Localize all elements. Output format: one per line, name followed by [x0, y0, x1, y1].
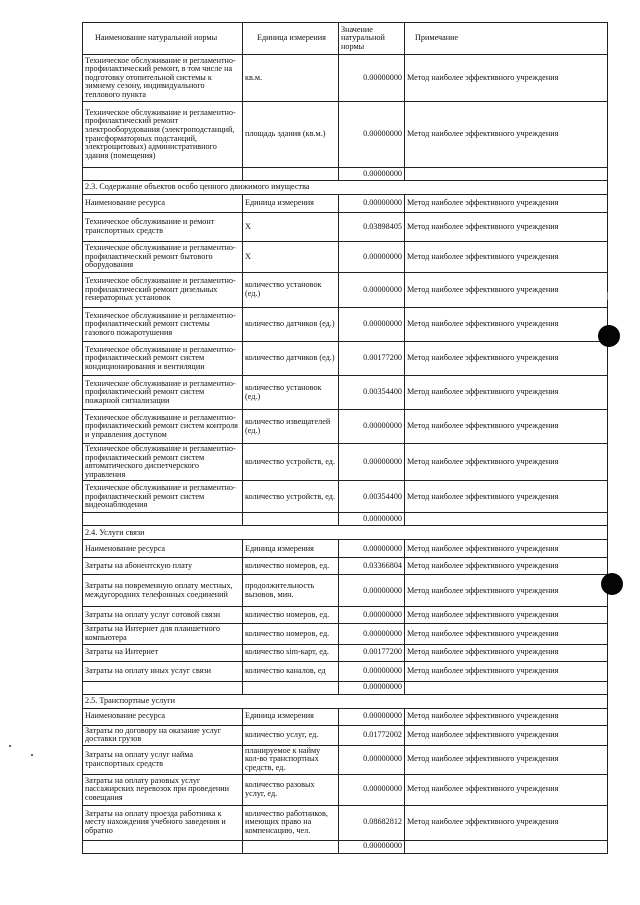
header-note: Примечание: [405, 23, 608, 55]
head-unit: Единица измерения: [243, 708, 339, 725]
row-value: 0.00000000: [339, 661, 405, 681]
table-row: [83, 558, 608, 575]
row-unit: количество установок (ед.): [243, 273, 339, 308]
row-name: Затраты на оплату проезда работника к месту нахождения учебного заведения и обратно: [83, 805, 243, 840]
scan-speck: [9, 745, 11, 747]
table-row: [83, 745, 608, 774]
section-title-row: [83, 181, 608, 195]
table-row: [83, 661, 608, 681]
row-unit: количество извещателей (ед.): [243, 410, 339, 444]
row-unit: количество каналов, ед: [243, 661, 339, 681]
table-row: [83, 410, 608, 444]
row-unit: количество устройств, ед.: [243, 444, 339, 481]
row-unit: планируемое к найму кол-во транспортных средств, ед.: [243, 745, 339, 774]
row-value: 0.00177200: [339, 342, 405, 376]
table-row: [83, 481, 608, 513]
row-unit: количество датчиков (ед.): [243, 308, 339, 342]
total-blank: [243, 840, 339, 853]
row-name: Техническое обслуживание и регламентно-профилактический ремонт систем пожарной сигнализации: [83, 376, 243, 410]
row-name: Техническое обслуживание и регламентно-профилактический ремонт электрооборудования (электроподстанций, трансформаторных подстанций, электрощитовых) административного здания (помещения): [83, 102, 243, 168]
row-note: Метод наиболее эффективного учреждения: [405, 213, 608, 242]
row-note: Метод наиболее эффективного учреждения: [405, 242, 608, 273]
row-unit: количество sim-карт, ед.: [243, 644, 339, 661]
row-note: Метод наиболее эффективного учреждения: [405, 481, 608, 513]
total-value: 0.00000000: [339, 513, 405, 526]
row-value: 0.03898405: [339, 213, 405, 242]
total-blank: [83, 840, 243, 853]
row-value: 0.03366804: [339, 558, 405, 575]
row-value: 0.00354400: [339, 481, 405, 513]
row-name: Затраты на оплату услуг сотовой связи: [83, 607, 243, 624]
total-value: 0.00000000: [339, 681, 405, 694]
row-unit: количество услуг, ед.: [243, 725, 339, 745]
total-row: [83, 513, 608, 526]
row-note: Метод наиболее эффективного учреждения: [405, 575, 608, 607]
row-name: Техническое обслуживание и регламентно-профилактический ремонт бытового оборудования: [83, 242, 243, 273]
row-value: 0.00000000: [339, 273, 405, 308]
row-name: Затраты на повременную оплату местных, междугородних телефонных соединений: [83, 575, 243, 607]
total-value: 0.00000000: [339, 840, 405, 853]
row-note: Метод наиболее эффективного учреждения: [405, 273, 608, 308]
row-note: Метод наиболее эффективного учреждения: [405, 102, 608, 168]
row-value: 0.00000000: [339, 774, 405, 805]
row-name: Техническое обслуживание и регламентно-профилактический ремонт дизельных генераторных установок: [83, 273, 243, 308]
row-unit: кв.м.: [243, 55, 339, 102]
head-name: Наименование ресурса: [83, 708, 243, 725]
row-unit: площадь здания (кв.м.): [243, 102, 339, 168]
section-head-row: [83, 195, 608, 213]
row-unit: количество работников, имеющих право на компенсацию, чел.: [243, 805, 339, 840]
row-note: Метод наиболее эффективного учреждения: [405, 725, 608, 745]
head-name: Наименование ресурса: [83, 540, 243, 558]
scan-hole-mark: [598, 325, 620, 347]
total-blank: [243, 513, 339, 526]
row-unit: количество установок (ед.): [243, 376, 339, 410]
total-blank: [405, 681, 608, 694]
row-value: 0.01772002: [339, 725, 405, 745]
table-row: [83, 55, 608, 102]
total-row: [83, 168, 608, 181]
head-unit: Единица измерения: [243, 195, 339, 213]
document-sheet: [82, 22, 607, 854]
row-value: 0.00000000: [339, 242, 405, 273]
row-unit: X: [243, 213, 339, 242]
head-value: 0.00000000: [339, 540, 405, 558]
section-title-row: [83, 694, 608, 708]
row-note: Метод наиболее эффективного учреждения: [405, 558, 608, 575]
row-value: 0.00000000: [339, 624, 405, 644]
section-head-row: [83, 540, 608, 558]
row-note: Метод наиболее эффективного учреждения: [405, 745, 608, 774]
row-value: 0.00177200: [339, 644, 405, 661]
row-name: Затраты на оплату услуг найма транспортных средств: [83, 745, 243, 774]
row-note: Метод наиболее эффективного учреждения: [405, 607, 608, 624]
table-row: [83, 774, 608, 805]
total-row: [83, 681, 608, 694]
row-name: Техническое обслуживание и регламентно-профилактический ремонт систем кондиционирования и вентиляции: [83, 342, 243, 376]
row-note: Метод наиболее эффективного учреждения: [405, 444, 608, 481]
row-note: Метод наиболее эффективного учреждения: [405, 624, 608, 644]
table-row: [83, 273, 608, 308]
row-name: Техническое обслуживание и ремонт транспортных средств: [83, 213, 243, 242]
row-unit: продолжительность вызовов, мин.: [243, 575, 339, 607]
head-name: Наименование ресурса: [83, 195, 243, 213]
row-unit: количество разовых услуг, ед.: [243, 774, 339, 805]
row-name: Затраты на абонентскую плату: [83, 558, 243, 575]
row-unit: количество номеров, ед.: [243, 558, 339, 575]
head-value: 0.00000000: [339, 708, 405, 725]
row-value: 0.00000000: [339, 607, 405, 624]
row-note: Метод наиболее эффективного учреждения: [405, 55, 608, 102]
row-value: 0.00354400: [339, 376, 405, 410]
row-name: Затраты по договору на оказание услуг доставки грузов: [83, 725, 243, 745]
row-name: Техническое обслуживание и регламентно-профилактический ремонт систем контроля и управления доступом: [83, 410, 243, 444]
row-value: 0.00000000: [339, 745, 405, 774]
total-blank: [83, 513, 243, 526]
row-name: Затраты на Интернет: [83, 644, 243, 661]
row-name: Техническое обслуживание и регламентно-профилактический ремонт, в том числе на подготовку отопительной системы к зимнему сезону, индивидуального теплового пункта: [83, 55, 243, 102]
scan-hole-mark: [601, 573, 623, 595]
row-name: Техническое обслуживание и регламентно-профилактический ремонт систем видеонаблюдения: [83, 481, 243, 513]
row-note: Метод наиболее эффективного учреждения: [405, 644, 608, 661]
row-unit: количество датчиков (ед.): [243, 342, 339, 376]
row-note: Метод наиболее эффективного учреждения: [405, 410, 608, 444]
row-name: Техническое обслуживание и регламентно-профилактический ремонт системы газового пожаротушения: [83, 308, 243, 342]
row-value: 0.00000000: [339, 575, 405, 607]
table-row: [83, 308, 608, 342]
table-row: [83, 805, 608, 840]
row-name: Затраты на Интернет для планшетного компьютера: [83, 624, 243, 644]
table-row: [83, 624, 608, 644]
head-note: Метод наиболее эффективного учреждения: [405, 540, 608, 558]
total-blank: [243, 681, 339, 694]
row-name: Затраты на оплату иных услуг связи: [83, 661, 243, 681]
row-note: Метод наиболее эффективного учреждения: [405, 805, 608, 840]
row-name: Затраты на оплату разовых услуг пассажирских перевозок при проведении совещания: [83, 774, 243, 805]
row-unit: X: [243, 242, 339, 273]
row-unit: количество устройств, ед.: [243, 481, 339, 513]
total-row: [83, 840, 608, 853]
row-note: Метод наиболее эффективного учреждения: [405, 342, 608, 376]
row-note: Метод наиболее эффективного учреждения: [405, 774, 608, 805]
table-row: [83, 102, 608, 168]
total-value: 0.00000000: [339, 168, 405, 181]
table-row: [83, 725, 608, 745]
total-blank: [83, 681, 243, 694]
table-row: [83, 376, 608, 410]
header-unit: Единица измерения: [243, 23, 339, 55]
head-unit: Единица измерения: [243, 540, 339, 558]
row-unit: количество номеров, ед.: [243, 624, 339, 644]
table-row: [83, 342, 608, 376]
total-blank: [405, 513, 608, 526]
header-value: Значение натуральной нормы: [339, 23, 405, 55]
norms-table: [82, 22, 608, 854]
row-note: Метод наиболее эффективного учреждения: [405, 661, 608, 681]
row-value: 0.08682812: [339, 805, 405, 840]
row-value: 0.00000000: [339, 102, 405, 168]
section-title: 2.4. Услуги связи: [83, 526, 608, 540]
table-row: [83, 575, 608, 607]
section-title: 2.5. Транспортные услуги: [83, 694, 608, 708]
table-row: [83, 644, 608, 661]
header-name: Наименование натуральной нормы: [83, 23, 243, 55]
row-note: Метод наиболее эффективного учреждения: [405, 376, 608, 410]
section-title-row: [83, 526, 608, 540]
scan-speck: [31, 754, 33, 756]
head-note: Метод наиболее эффективного учреждения: [405, 708, 608, 725]
row-name: Техническое обслуживание и регламентно-профилактический ремонт систем автоматического диспетчерского управления: [83, 444, 243, 481]
scan-tick: [607, 292, 608, 300]
row-value: 0.00000000: [339, 308, 405, 342]
row-unit: количество номеров, ед.: [243, 607, 339, 624]
row-value: 0.00000000: [339, 55, 405, 102]
head-value: 0.00000000: [339, 195, 405, 213]
table-row: [83, 242, 608, 273]
section-head-row: [83, 708, 608, 725]
section-title: 2.3. Содержание объектов особо ценного движимого имущества: [83, 181, 608, 195]
table-row: [83, 444, 608, 481]
row-value: 0.00000000: [339, 444, 405, 481]
table-header-row: [83, 23, 608, 55]
row-value: 0.00000000: [339, 410, 405, 444]
table-row: [83, 607, 608, 624]
total-blank: [405, 840, 608, 853]
row-note: Метод наиболее эффективного учреждения: [405, 308, 608, 342]
norms-table-body: [83, 23, 608, 854]
head-note: Метод наиболее эффективного учреждения: [405, 195, 608, 213]
table-row: [83, 213, 608, 242]
